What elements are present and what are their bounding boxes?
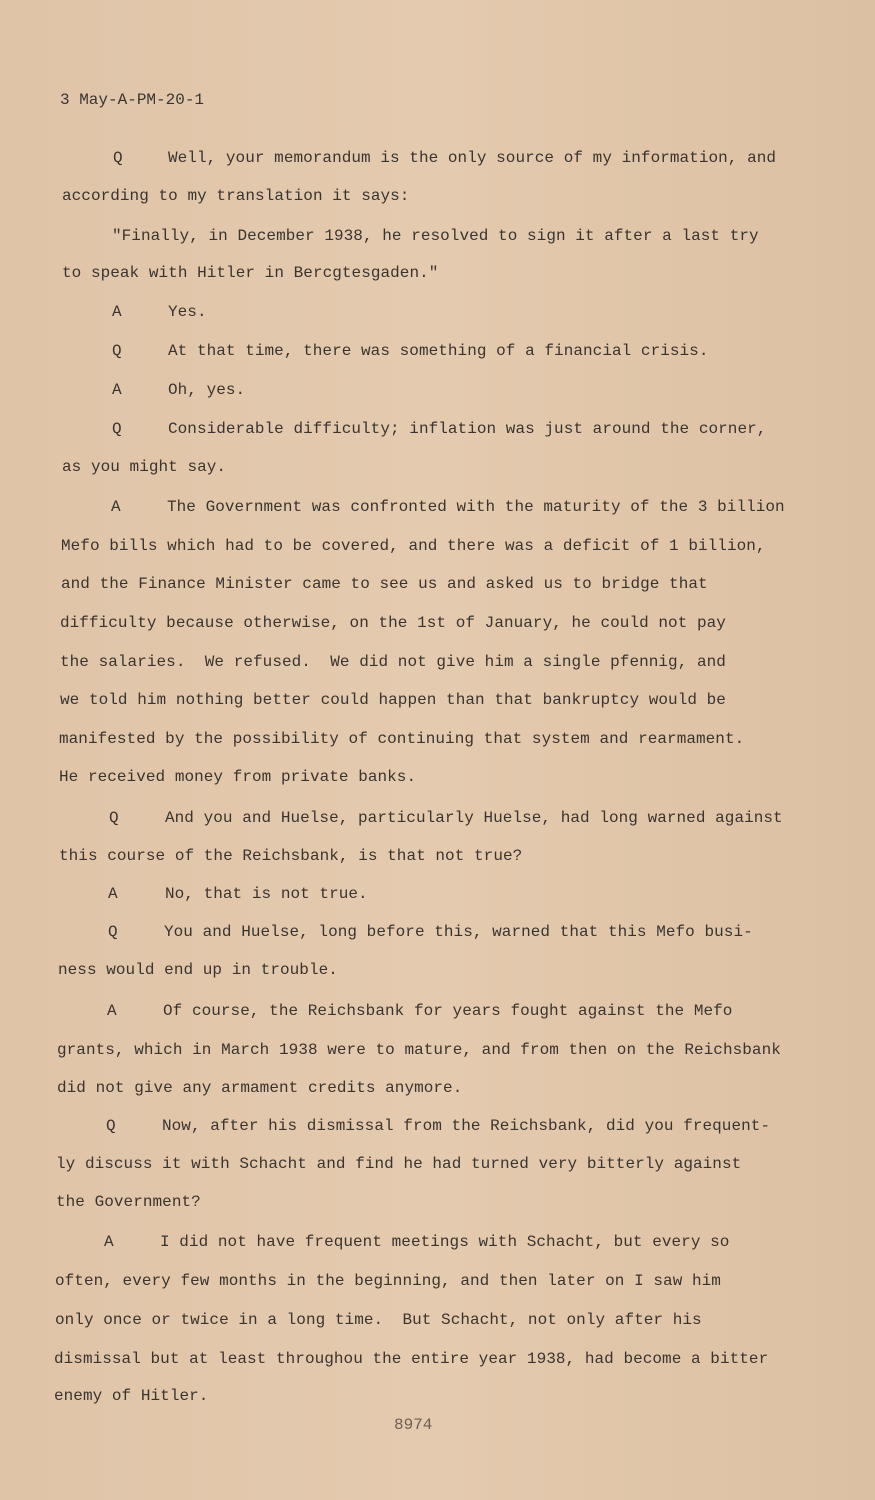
text-line: He received money from private banks. bbox=[59, 768, 417, 786]
text-line: At that time, there was something of a financial crisis. bbox=[168, 342, 709, 360]
text-line: to speak with Hitler in Bercgtesgaden." bbox=[62, 264, 439, 282]
text-line: Oh, yes. bbox=[168, 381, 246, 399]
text-line: we told him nothing better could happen than that bankruptcy would be bbox=[60, 691, 726, 709]
text-line: manifested by the possibility of continuing that system and rearmament. bbox=[59, 730, 745, 748]
text-line: You and Huelse, long before this, warned that this Mefo busi- bbox=[164, 923, 753, 941]
text-line: No, that is not true. bbox=[165, 885, 368, 903]
text-line: Well, your memorandum is the only source of my information, and bbox=[168, 149, 777, 167]
text-line: enemy of Hitler. bbox=[54, 1387, 209, 1405]
speaker-label: A bbox=[107, 1002, 117, 1020]
text-line: Considerable difficulty; inflation was just around the corner, bbox=[168, 420, 767, 438]
speaker-label: Q bbox=[109, 809, 119, 827]
text-line: dismissal but at least throughou the entire year 1938, had become a bitter bbox=[54, 1350, 769, 1368]
speaker-label: Q bbox=[113, 149, 123, 167]
speaker-label: A bbox=[108, 885, 118, 903]
speaker-label: Q bbox=[112, 420, 122, 438]
text-line: as you might say. bbox=[62, 458, 227, 476]
text-line: difficulty because otherwise, on the 1st of January, he could not pay bbox=[60, 614, 726, 632]
text-line: the Government? bbox=[56, 1193, 201, 1211]
text-line: Yes. bbox=[168, 303, 207, 321]
speaker-label: Q bbox=[108, 923, 118, 941]
text-line: Mefo bills which had to be covered, and there was a deficit of 1 billion, bbox=[61, 537, 766, 555]
document-header: 3 May-A-PM-20-1 bbox=[60, 91, 205, 109]
text-line: ness would end up in trouble. bbox=[58, 961, 338, 979]
speaker-label: A bbox=[112, 381, 122, 399]
text-line: often, every few months in the beginning, and then later on I saw him bbox=[55, 1272, 721, 1290]
speaker-label: A bbox=[111, 498, 121, 516]
speaker-label: Q bbox=[106, 1117, 116, 1135]
text-line: And you and Huelse, particularly Huelse, had long warned against bbox=[165, 809, 783, 827]
text-line: ly discuss it with Schacht and find he had turned very bitterly against bbox=[56, 1155, 742, 1173]
speaker-label: A bbox=[104, 1233, 114, 1251]
text-line: The Government was confronted with the maturity of the 3 billion bbox=[167, 498, 785, 516]
text-line: and the Finance Minister came to see us and asked us to bridge that bbox=[61, 575, 708, 593]
text-line: Now, after his dismissal from the Reichsbank, did you frequent- bbox=[162, 1117, 771, 1135]
page-number: 8974 bbox=[394, 1416, 433, 1434]
text-line: only once or twice in a long time. But Schacht, not only after his bbox=[55, 1311, 702, 1329]
speaker-label: Q bbox=[112, 342, 122, 360]
text-line: I did not have frequent meetings with Schacht, but every so bbox=[160, 1233, 730, 1251]
text-line: did not give any armament credits anymore. bbox=[57, 1079, 463, 1097]
text-line: this course of the Reichsbank, is that not true? bbox=[59, 847, 523, 865]
text-line: the salaries. We refused. We did not give him a single pfennig, and bbox=[60, 653, 726, 671]
text-line: grants, which in March 1938 were to mature, and from then on the Reichsbank bbox=[57, 1041, 781, 1059]
text-line: Of course, the Reichsbank for years fought against the Mefo bbox=[163, 1002, 733, 1020]
speaker-label: A bbox=[112, 303, 122, 321]
text-line: "Finally, in December 1938, he resolved to sign it after a last try bbox=[112, 227, 759, 245]
text-line: according to my translation it says: bbox=[62, 187, 410, 205]
